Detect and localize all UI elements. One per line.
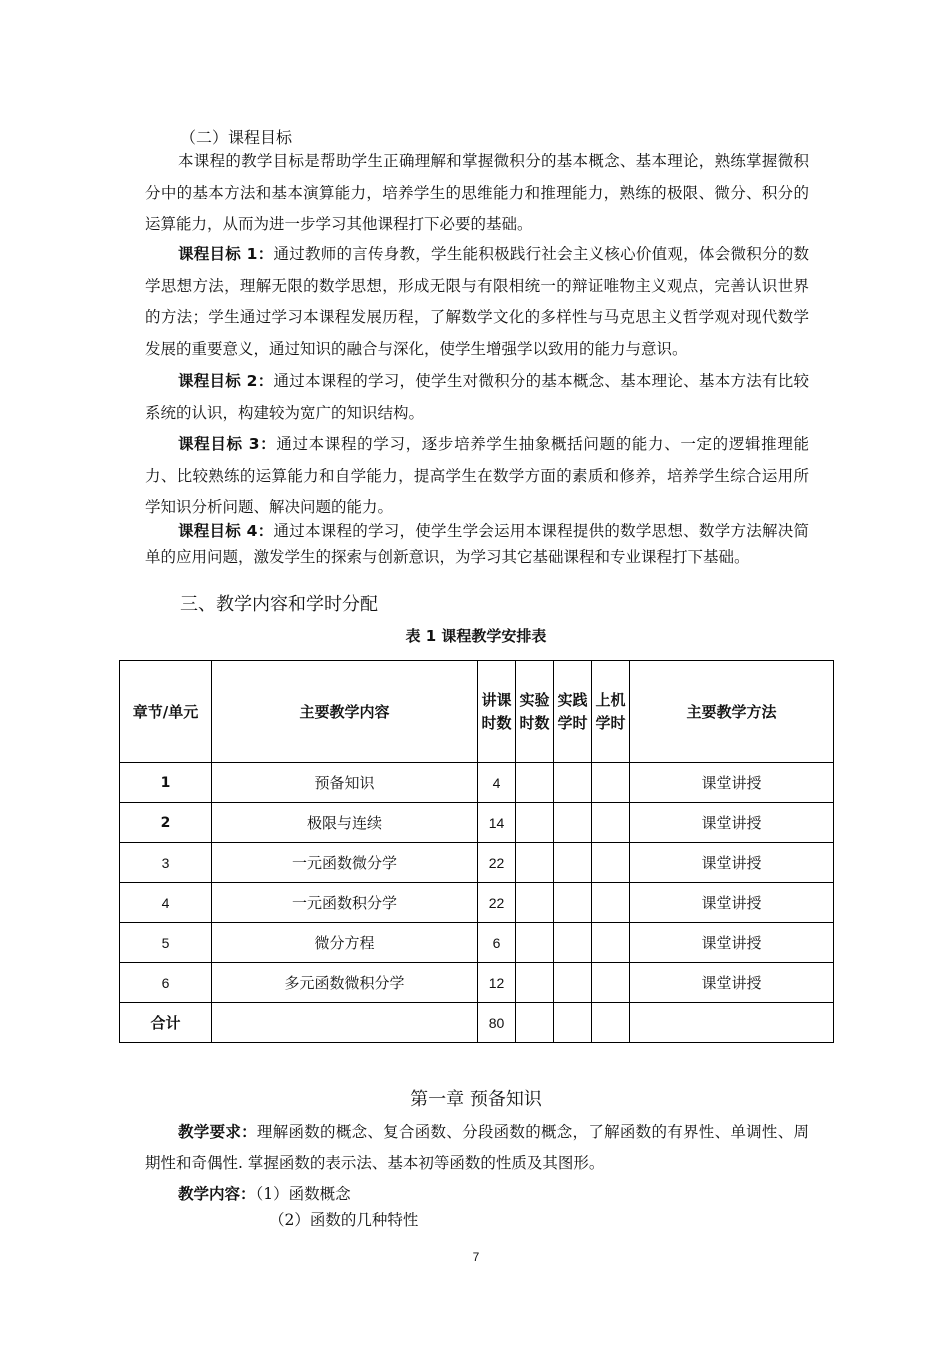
teaching-content-item: （1）函数概念 [255,1185,351,1203]
cell-unit: 5 [120,923,212,963]
table-caption: 表 1 课程教学安排表 [405,627,547,645]
cell-practice [554,763,592,803]
goal-1-label: 课程目标 1： [178,245,274,263]
cell-practice [554,1003,592,1043]
cell-method: 课堂讲授 [630,883,834,923]
cell-unit: 6 [120,963,212,1003]
cell-computer [592,843,630,883]
cell-lecture: 6 [478,923,516,963]
teaching-content-item: （2）函数的几种特性 [269,1211,419,1229]
cell-lecture: 22 [478,843,516,883]
goal-2-paragraph [145,366,809,429]
goal-2-text: 通过本课程的学习，使学生对微积分的基本概念、基本理论、基本方法有比较系统的认识，构建较为宽广的知识结构。 [145,372,809,422]
goal-1-text: 通过教师的言传身教，学生能积极践行社会主义核心价值观，体会微积分的数学思想方法，理解无限的数学思想，形成无限与有限相统一的辩证唯物主义观点，完善认识世界的方法；学生通过学习本课程发展历程，了解数学文化的多样性与马克思主义哲学观对现代数学发展的重要意义，通过知识的融合与深化，使学生增强学以致用的能力与意识。 [145,245,809,358]
cell-practice [554,963,592,1003]
goal-4-paragraph [145,518,809,570]
cell-computer [592,963,630,1003]
cell-lab [516,803,554,843]
table-total-row [120,1003,834,1043]
cell-content [212,1003,478,1043]
cell-unit: 1 [120,763,212,803]
goal-2-label: 课程目标 2： [178,372,274,390]
cell-method: 课堂讲授 [630,923,834,963]
goal-3-paragraph [145,429,809,524]
section-title: （二）课程目标 [180,128,293,147]
cell-total-label: 合计 [120,1003,212,1043]
cell-practice [554,803,592,843]
requirement-paragraph [145,1117,809,1179]
section-3-heading: 三、教学内容和学时分配 [180,594,378,615]
teaching-content [178,1181,418,1233]
table-row [120,763,834,803]
cell-lecture: 12 [478,963,516,1003]
cell-unit: 4 [120,883,212,923]
cell-lecture: 14 [478,803,516,843]
cell-content: 预备知识 [212,763,478,803]
chapter-title: 第一章 预备知识 [410,1089,542,1110]
goal-4-label: 课程目标 4： [178,522,274,540]
cell-lab [516,923,554,963]
goal-4-text: 通过本课程的学习，使学生学会运用本课程提供的数学思想、数学方法解决简单的应用问题，激发学生的探索与创新意识，为学习其它基础课程和专业课程打下基础。 [145,522,809,566]
cell-lecture: 22 [478,883,516,923]
cell-computer [592,923,630,963]
cell-lab [516,883,554,923]
table-row [120,803,834,843]
table-row [120,963,834,1003]
cell-computer [592,803,630,843]
header-unit: 章节/单元 [120,661,212,763]
cell-unit: 3 [120,843,212,883]
cell-total-lecture: 80 [478,1003,516,1043]
header-content: 主要教学内容 [212,661,478,763]
intro-paragraph: 本课程的教学目标是帮助学生正确理解和掌握微积分的基本概念、基本理论，熟练掌握微积分中的基本方法和基本演算能力，培养学生的思维能力和推理能力，熟练的极限、微分、积分的运算能力，从而为进一步学习其他课程打下必要的基础。 [145,152,809,233]
goal-3-label: 课程目标 3： [178,435,277,453]
header-method: 主要教学方法 [630,661,834,763]
table-header-row [120,661,834,763]
cell-practice [554,843,592,883]
cell-lab [516,843,554,883]
header-computer-hours: 上机学时 [592,661,630,763]
cell-unit: 2 [120,803,212,843]
requirement-text: 理解函数的概念、复合函数、分段函数的概念，了解函数的有界性、单调性、周期性和奇偶性. 掌握函数的表示法、基本初等函数的性质及其图形。 [145,1123,809,1172]
teaching-content-label: 教学内容： [178,1185,256,1203]
cell-content: 极限与连续 [212,803,478,843]
cell-practice [554,923,592,963]
cell-method: 课堂讲授 [630,963,834,1003]
cell-lecture: 4 [478,763,516,803]
cell-computer [592,883,630,923]
cell-lab [516,963,554,1003]
cell-method: 课堂讲授 [630,843,834,883]
goal-1-paragraph [145,239,809,365]
header-lab-hours: 实验时数 [516,661,554,763]
cell-computer [592,1003,630,1043]
cell-method: 课堂讲授 [630,763,834,803]
header-lecture-hours: 讲课时数 [478,661,516,763]
cell-content: 微分方程 [212,923,478,963]
cell-lab [516,763,554,803]
cell-method [630,1003,834,1043]
page-number: 7 [472,1250,480,1264]
cell-content: 一元函数积分学 [212,883,478,923]
cell-content: 一元函数微分学 [212,843,478,883]
cell-method: 课堂讲授 [630,803,834,843]
schedule-table [119,660,834,1043]
table-row [120,923,834,963]
cell-computer [592,763,630,803]
table-row [120,883,834,923]
table-row [120,843,834,883]
goal-3-text: 通过本课程的学习，逐步培养学生抽象概括问题的能力、一定的逻辑推理能力、比较熟练的运算能力和自学能力，提高学生在数学方面的素质和修养，培养学生综合运用所学知识分析问题、解决问题的能力。 [145,435,809,516]
cell-practice [554,883,592,923]
header-practice-hours: 实践学时 [554,661,592,763]
cell-lab [516,1003,554,1043]
cell-content: 多元函数微积分学 [212,963,478,1003]
requirement-label: 教学要求： [178,1123,257,1141]
